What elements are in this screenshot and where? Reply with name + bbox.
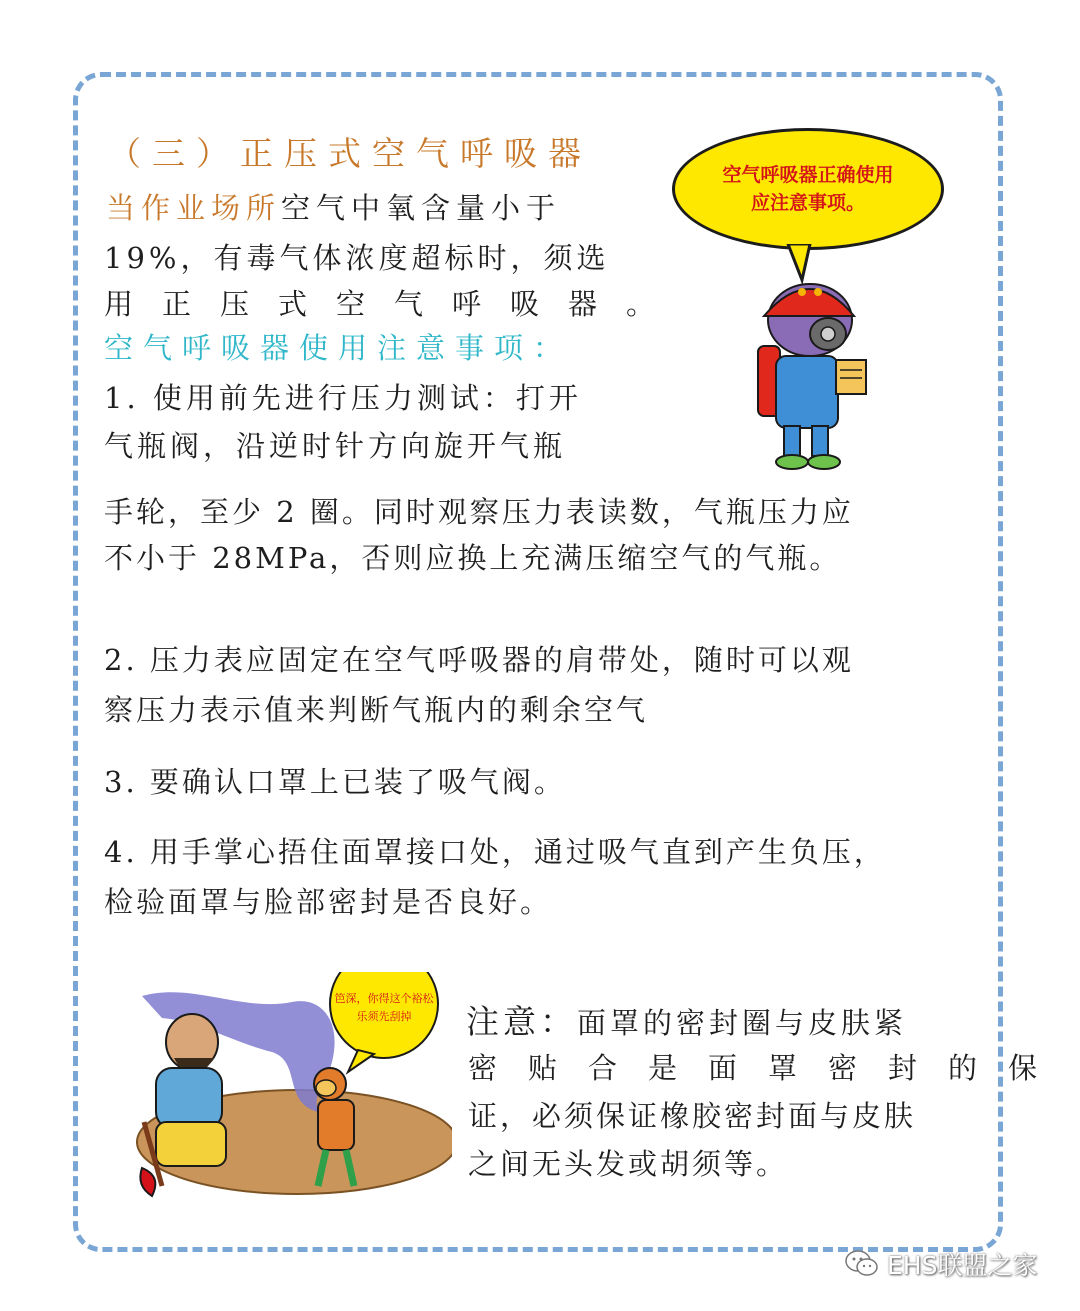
item-1-line-1: 1. 使用前先进行压力测试：打开 bbox=[104, 381, 582, 415]
caution-line-1 bbox=[466, 996, 907, 1043]
watermark bbox=[845, 1246, 1037, 1282]
intro-line-1 bbox=[106, 186, 561, 227]
intro-line-3: 用 正 压 式 空 气 呼 吸 器 。 bbox=[104, 287, 656, 321]
caution-label: 注意： bbox=[466, 1002, 577, 1041]
firefighter-illustration bbox=[740, 276, 880, 472]
beard-cartoon-illustration bbox=[122, 972, 452, 1208]
item-1-line-3: 手轮，至少 2 圈。同时观察压力表读数，气瓶压力应 bbox=[104, 495, 854, 529]
watermark-text: EHS联盟之家 bbox=[887, 1251, 1038, 1280]
item-4-line-1: 4. 用手掌心捂住面罩接口处，通过吸气直到产生负压， bbox=[104, 835, 886, 869]
caution-line-4: 之间无头发或胡须等。 bbox=[468, 1147, 789, 1181]
cartoon-bubble-line-2: 乐须先刮掉 bbox=[356, 1010, 412, 1023]
speech-bubble bbox=[672, 128, 944, 250]
caution-line-3: 证，必须保证橡胶密封面与皮肤 bbox=[468, 1099, 917, 1133]
wechat-icon bbox=[845, 1249, 879, 1279]
cartoon-bubble-line-1: 笆深，你得这个裕松 bbox=[334, 992, 434, 1005]
item-4-line-2: 检验面罩与脸部密封是否良好。 bbox=[104, 885, 553, 919]
item-2-line-1: 2. 压力表应固定在空气呼吸器的肩带处，随时可以观 bbox=[104, 643, 854, 677]
intro-accent: 当作业场所 bbox=[106, 191, 282, 225]
item-2-line-2: 察压力表示值来判断气瓶内的剩余空气 bbox=[104, 693, 649, 727]
item-1-line-2: 气瓶阀，沿逆时针方向旋开气瓶 bbox=[104, 429, 567, 463]
item-3-line-1: 3. 要确认口罩上已装了吸气阀。 bbox=[104, 765, 566, 799]
intro-rest: 空气中氧含量小于 bbox=[281, 191, 562, 225]
notes-heading: 空气呼吸器使用注意事项： bbox=[104, 331, 573, 365]
intro-line-2: 19%，有毒气体浓度超标时，须选 bbox=[104, 241, 610, 275]
caution-line-1-rest: 面罩的密封圈与皮肤紧 bbox=[577, 1006, 908, 1040]
item-1-line-4: 不小于 28MPa，否则应换上充满压缩空气的气瓶。 bbox=[104, 541, 842, 575]
bubble-line-1: 空气呼吸器正确使用 bbox=[722, 164, 894, 186]
bubble-line-2: 应注意事项。 bbox=[750, 192, 865, 214]
caution-line-2: 密 贴 合 是 面 罩 密 封 的 保 bbox=[468, 1051, 1039, 1085]
section-title: （三）正压式空气呼吸器 bbox=[108, 134, 592, 173]
